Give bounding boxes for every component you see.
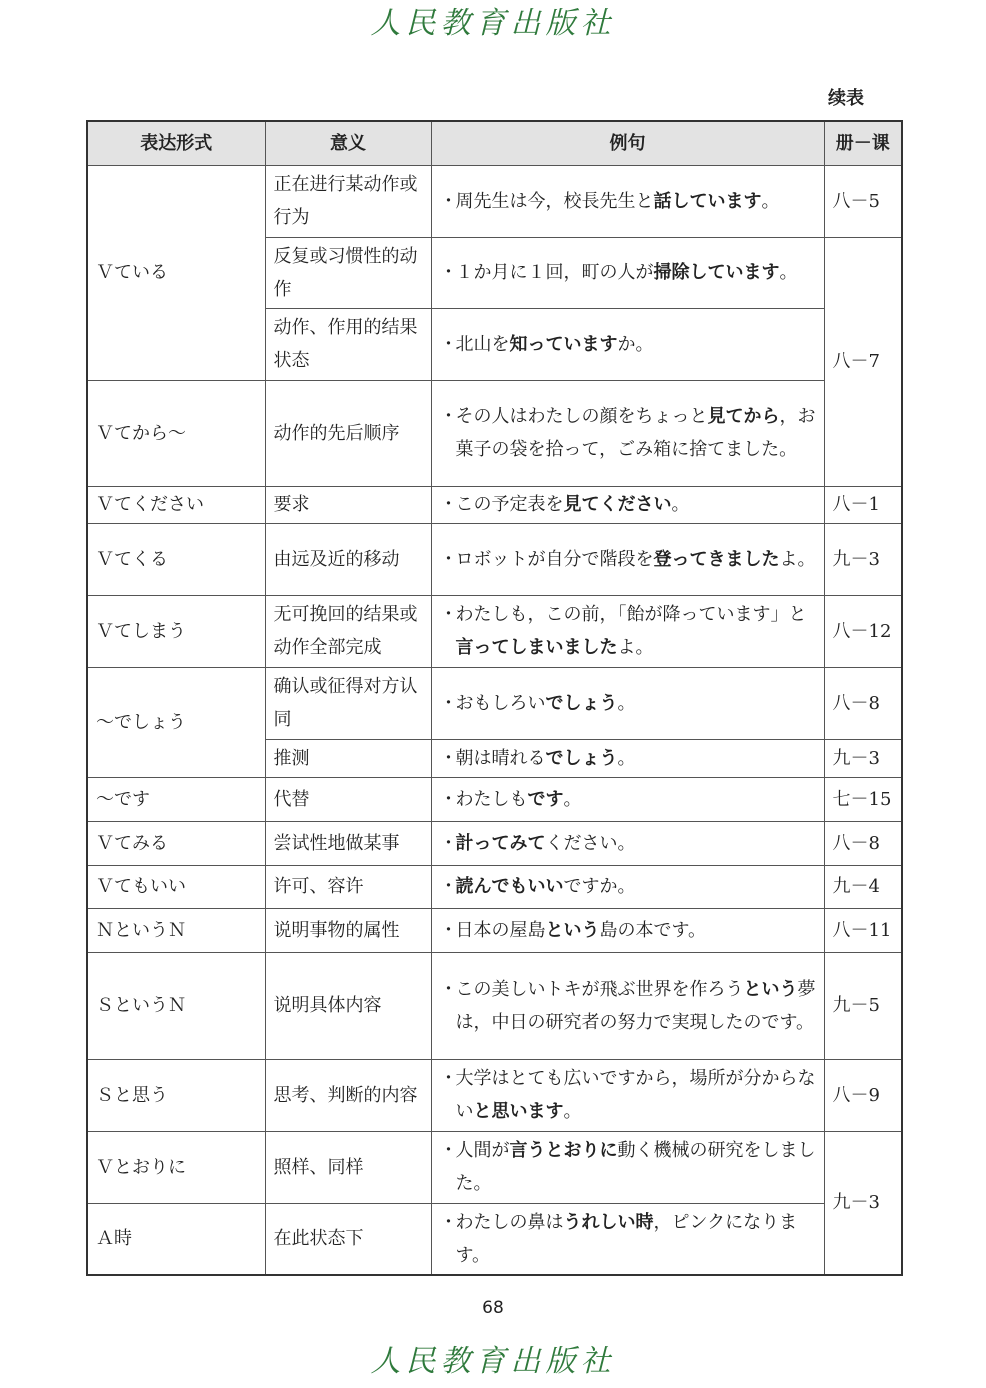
example-cell: ・ 朝は晴れるでしょう。 bbox=[431, 739, 824, 777]
meaning-cell: 许可、容许 bbox=[265, 865, 431, 908]
lesson-cell: 八－1 bbox=[824, 486, 902, 523]
grammar-table bbox=[86, 120, 903, 1276]
table-row bbox=[87, 1131, 902, 1203]
form-cell: Ｖてから～ bbox=[87, 380, 265, 486]
table-row bbox=[87, 523, 902, 595]
example-cell: ・ 日本の屋島という島の本です。 bbox=[431, 908, 824, 952]
example-cell: ・ 計ってみてください。 bbox=[431, 821, 824, 865]
table-row bbox=[87, 821, 902, 865]
meaning-cell: 由远及近的移动 bbox=[265, 523, 431, 595]
example-cell: ・ １か月に１回，町の人が掃除しています。 bbox=[431, 237, 824, 308]
table-row bbox=[87, 165, 902, 237]
meaning-cell: 说明具体内容 bbox=[265, 952, 431, 1059]
example-cell: ・ この美しいトキが飛ぶ世界を作ろうという夢は，中日の研究者の努力で実現したのです。 bbox=[431, 952, 824, 1059]
form-cell: ～でしょう bbox=[87, 667, 265, 777]
example-cell: ・ この予定表を見てください。 bbox=[431, 486, 824, 523]
lesson-cell: 八－8 bbox=[824, 667, 902, 739]
lesson-cell: 九－3 bbox=[824, 1131, 902, 1275]
publisher-logo-bottom: 人民教育出版社 bbox=[370, 1344, 616, 1379]
form-cell: Ｖてしまう bbox=[87, 595, 265, 667]
form-cell: Ｓと思う bbox=[87, 1059, 265, 1131]
meaning-cell: 要求 bbox=[265, 486, 431, 523]
lesson-cell: 八－7 bbox=[824, 237, 902, 486]
table-header-row bbox=[87, 121, 902, 165]
example-cell: ・ 周先生は今，校長先生と話しています。 bbox=[431, 165, 824, 237]
lesson-cell: 八－8 bbox=[824, 821, 902, 865]
example-cell: ・ わたしもです。 bbox=[431, 777, 824, 821]
example-cell: ・ 大学はとても広いですから，場所が分からないと思います。 bbox=[431, 1059, 824, 1131]
meaning-cell: 推测 bbox=[265, 739, 431, 777]
table-row bbox=[87, 952, 902, 1059]
lesson-cell: 九－4 bbox=[824, 865, 902, 908]
table-row bbox=[87, 595, 902, 667]
header-form: 表达形式 bbox=[87, 121, 265, 165]
lesson-cell: 七－15 bbox=[824, 777, 902, 821]
example-cell: ・ おもしろいでしょう。 bbox=[431, 667, 824, 739]
example-cell: ・ 人間が言うとおりに動く機械の研究をしました。 bbox=[431, 1131, 824, 1203]
example-cell: ・ わたしも，この前，「飴が降っています」と言ってしまいましたよ。 bbox=[431, 595, 824, 667]
lesson-cell: 八－5 bbox=[824, 165, 902, 237]
example-cell: ・ わたしの鼻はうれしい時，ピンクになります。 bbox=[431, 1203, 824, 1275]
form-cell: ～です bbox=[87, 777, 265, 821]
meaning-cell: 思考、判断的内容 bbox=[265, 1059, 431, 1131]
table-row bbox=[87, 908, 902, 952]
header-meaning: 意义 bbox=[265, 121, 431, 165]
meaning-cell: 尝试性地做某事 bbox=[265, 821, 431, 865]
meaning-cell: 无可挽回的结果或动作全部完成 bbox=[265, 595, 431, 667]
meaning-cell: 动作的先后顺序 bbox=[265, 380, 431, 486]
meaning-cell: 确认或征得对方认同 bbox=[265, 667, 431, 739]
table-row bbox=[87, 865, 902, 908]
table-row bbox=[87, 667, 902, 739]
example-cell: ・ 読んでもいいですか。 bbox=[431, 865, 824, 908]
form-cell: ＳというＮ bbox=[87, 952, 265, 1059]
meaning-cell: 动作、作用的结果状态 bbox=[265, 308, 431, 380]
table-row bbox=[87, 486, 902, 523]
meaning-cell: 说明事物的属性 bbox=[265, 908, 431, 952]
form-cell: Ａ時 bbox=[87, 1203, 265, 1275]
lesson-cell: 九－3 bbox=[824, 523, 902, 595]
header-lesson: 册－课 bbox=[824, 121, 902, 165]
meaning-cell: 反复或习惯性的动作 bbox=[265, 237, 431, 308]
lesson-cell: 八－9 bbox=[824, 1059, 902, 1131]
form-cell: Ｖてもいい bbox=[87, 865, 265, 908]
example-cell: ・ ロボットが自分で階段を登ってきましたよ。 bbox=[431, 523, 824, 595]
form-cell: Ｖてみる bbox=[87, 821, 265, 865]
form-cell: Ｖてください bbox=[87, 486, 265, 523]
table-row bbox=[87, 1059, 902, 1131]
publisher-logo-top: 人民教育出版社 bbox=[370, 6, 616, 41]
page-number: 68 bbox=[482, 1298, 504, 1318]
lesson-cell: 八－12 bbox=[824, 595, 902, 667]
form-cell: Ｖてくる bbox=[87, 523, 265, 595]
table-row bbox=[87, 777, 902, 821]
example-cell: ・ 北山を知っていますか。 bbox=[431, 308, 824, 380]
lesson-cell: 九－3 bbox=[824, 739, 902, 777]
meaning-cell: 代替 bbox=[265, 777, 431, 821]
example-cell: ・ その人はわたしの顔をちょっと見てから，お菓子の袋を拾って，ごみ箱に捨てました。 bbox=[431, 380, 824, 486]
table-row bbox=[87, 380, 902, 486]
lesson-cell: 九－5 bbox=[824, 952, 902, 1059]
meaning-cell: 照样、同样 bbox=[265, 1131, 431, 1203]
form-cell: Ｖている bbox=[87, 165, 265, 380]
table-row bbox=[87, 1203, 902, 1275]
meaning-cell: 在此状态下 bbox=[265, 1203, 431, 1275]
meaning-cell: 正在进行某动作或行为 bbox=[265, 165, 431, 237]
form-cell: ＮというＮ bbox=[87, 908, 265, 952]
header-example: 例句 bbox=[431, 121, 824, 165]
continued-label: 续表 bbox=[828, 88, 864, 109]
form-cell: Ｖとおりに bbox=[87, 1131, 265, 1203]
lesson-cell: 八－11 bbox=[824, 908, 902, 952]
